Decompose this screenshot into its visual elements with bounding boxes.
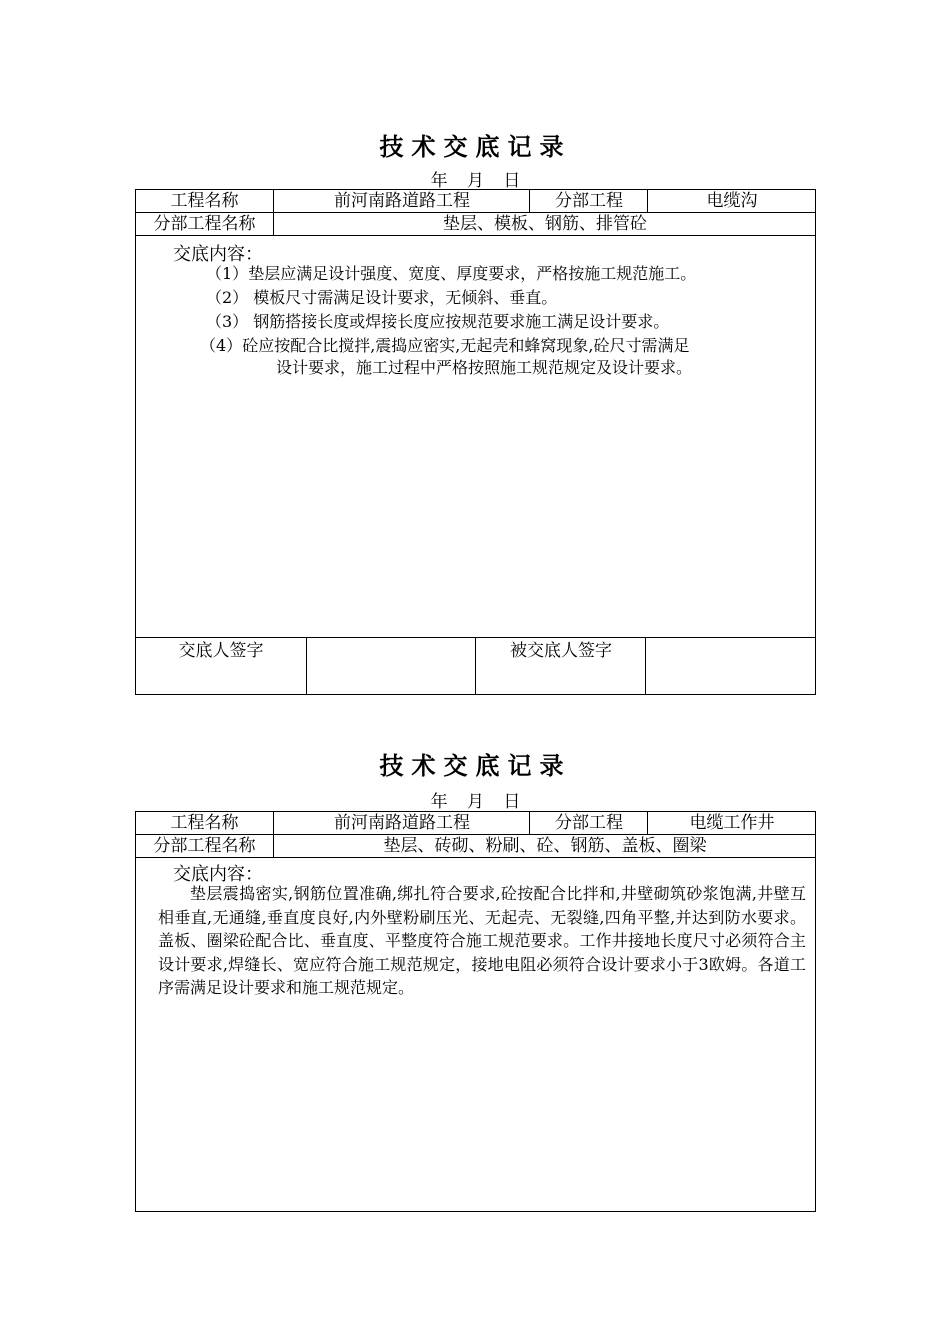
item-1-text: 垫层应满足设计强度、宽度、厚度要求，严格按施工规范施工。: [248, 264, 697, 283]
discloser-sign-field[interactable]: [306, 638, 476, 695]
discloser-sign-label: 交底人签字: [178, 641, 264, 661]
division-value: 电缆沟: [647, 190, 816, 212]
item-1: [206, 262, 696, 286]
project-name-label: 工程名称: [170, 191, 239, 211]
recipient-sign-label: 被交底人签字: [475, 638, 646, 695]
content-paragraph-text: 垫层震捣密实,钢筋位置准确,绑扎符合要求,砼按配合比拌和,井壁砌筑砂浆饱满,井壁互相垂直,无通缝,垂直度良好,内外壁粉刷压光、无起壳、无裂缝,四角平整,并达到防水要求。盖板、圈梁砼配合比、垂直度、平整度符合施工规范要求。工作井接地长度尺寸必须符合主设计要求,焊缝长、宽应符合施工规范规定，接地电阻必须符合设计要求小于3欧姆。各道工序需满足设计要求和施工规范规定。: [158, 884, 806, 997]
content-label: 交底内容：: [173, 244, 263, 265]
item-4-num: （4）: [200, 336, 243, 355]
division-name-label: 分部工程名称: [153, 214, 256, 234]
item-3-text: 钢筋搭接长度或焊接长度应按规范要求施工满足设计要求。: [253, 312, 670, 331]
project-row-2: [136, 812, 815, 835]
content-label-2: 交底内容：: [173, 864, 263, 885]
project-name-value: 前河南路道路工程: [273, 190, 530, 212]
item-4: [200, 334, 689, 358]
project-name-label-2: 工程名称: [170, 813, 239, 833]
division-label-2: 分部工程: [529, 812, 648, 834]
item-4-cont: 设计要求，施工过程中严格按照施工规范规定及设计要求。: [276, 358, 693, 377]
recipient-sign-field[interactable]: [645, 638, 816, 695]
record-1-table: [135, 189, 816, 695]
division-label: 分部工程: [529, 190, 648, 212]
record-1-title: 技术交底记录: [379, 133, 572, 161]
division-name-row: [136, 213, 815, 236]
record-1-date: 年 月 日: [430, 171, 521, 191]
record-2-table: [135, 811, 816, 1212]
project-name-value-2: 前河南路道路工程: [273, 812, 530, 834]
content-paragraph: [158, 882, 806, 1000]
record-2-title: 技术交底记录: [379, 752, 572, 780]
item-4-text: 砼应按配合比搅拌,震捣应密实,无起壳和蜂窝现象,砼尺寸需满足: [242, 336, 690, 355]
item-2-num: （2）: [206, 288, 249, 307]
content-area-2: [136, 858, 815, 1211]
content-area: [136, 236, 815, 636]
division-value-2: 电缆工作井: [647, 812, 816, 834]
project-row: [136, 190, 815, 213]
item-2: [206, 286, 557, 310]
record-2-date: 年 月 日: [430, 792, 521, 812]
division-name-label-2: 分部工程名称: [153, 836, 256, 856]
item-3: [206, 310, 669, 334]
division-name-value-2: 垫层、砖砌、粉刷、砼、钢筋、盖板、圈梁: [273, 835, 816, 857]
item-2-text: 模板尺寸需满足设计要求，无倾斜、垂直。: [253, 288, 558, 307]
division-name-value: 垫层、模板、钢筋、排管砼: [273, 213, 816, 235]
item-1-num: （1）: [206, 264, 249, 283]
item-3-num: （3）: [206, 312, 249, 331]
division-name-row-2: [136, 835, 815, 858]
signature-row: [136, 637, 815, 695]
